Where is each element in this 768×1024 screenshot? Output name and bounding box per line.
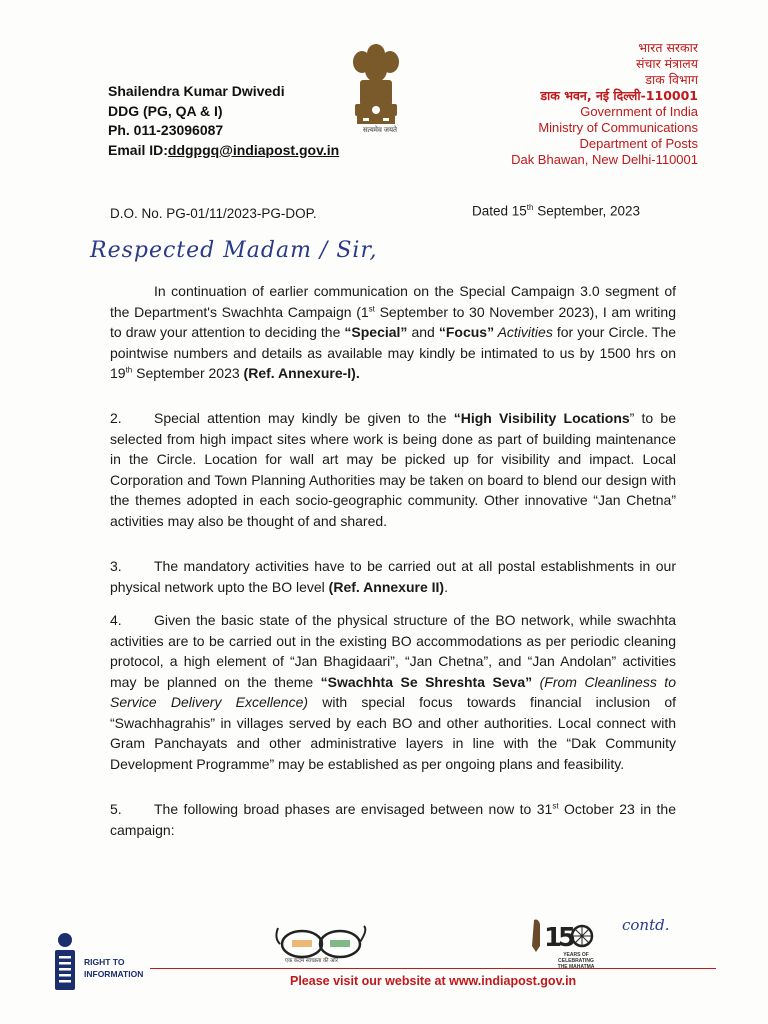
- p4-number: 4.: [110, 612, 122, 628]
- paragraph-4: [110, 610, 676, 774]
- p1-italic-activities: Activities: [494, 324, 553, 340]
- p2-bold-locations: “High Visibility Locations: [453, 410, 630, 426]
- p3-number: 3.: [110, 558, 122, 574]
- email-label: Email ID:: [108, 141, 168, 158]
- p2-text-2: ” to be selected from high impact sites where work is being done as part of building maintenance in the Circle. Location for wall art may be picked up for visibility and impact. Local Corporation and Town Planning Authorities may be taken on board to blend our design with the themes adopted in each socio-geographic community. Other innovative “Jan Chetna” activities may also be thought of and shared.: [110, 410, 676, 529]
- p3-text-1: The mandatory activities have to be carried out at all postal establishments in our physical network upto the BO level: [110, 558, 676, 595]
- p1-text-4: for your Circle. The pointwise numbers and details as available may kindly be intimated to us by 1500 hrs on 19: [110, 324, 677, 381]
- rti-logo-icon: [52, 932, 78, 992]
- organization-block: [511, 40, 698, 168]
- svg-text:5: 5: [558, 923, 577, 953]
- footer-divider: [150, 968, 716, 969]
- handwritten-salutation: Respected Madam / Sir,: [90, 238, 378, 263]
- gandhi-150-logo-icon: [528, 916, 594, 956]
- swachh-caption: एक कदम स्वच्छता की ओर: [285, 958, 338, 964]
- org-english-line3: Department of Posts: [579, 136, 698, 151]
- sender-name: Shailendra Kumar Dwivedi: [108, 83, 285, 99]
- p5-number: 5.: [110, 801, 122, 817]
- rti-line1: RIGHT TO: [84, 957, 125, 967]
- svg-text:1: 1: [544, 923, 563, 953]
- p1-text-2: September to 30 November 2023), I am writing to draw your attention to deciding the: [110, 303, 676, 340]
- email-link[interactable]: ddgpgq@indiapost.gov.in: [167, 141, 340, 158]
- p1-bold-focus: “Focus”: [438, 324, 495, 340]
- date-prefix: Dated 15: [472, 203, 527, 219]
- handwritten-contd: contd.: [622, 916, 670, 934]
- anniversary-line3: THE MAHATMA: [557, 964, 595, 970]
- p5-sup-1: st: [552, 801, 559, 811]
- p1-bold-special: “Special”: [344, 324, 408, 340]
- anniversary-line1: YEARS OF: [563, 952, 589, 958]
- org-english-line2: Ministry of Communications: [538, 120, 698, 135]
- paragraph-1: [110, 281, 676, 384]
- sender-phone: Ph. 011-23096087: [108, 122, 224, 138]
- sender-block: [108, 82, 339, 160]
- sender-email-row: [108, 141, 339, 161]
- p5-text-2: October 23 in the campaign:: [110, 801, 677, 838]
- footer-website-text[interactable]: Please visit our website at www.indiapost.gov.in: [290, 974, 577, 988]
- p1-sup-1: st: [368, 303, 375, 313]
- org-english-line1: Government of India: [580, 104, 698, 119]
- sender-designation: DDG (PG, QA & I): [108, 102, 223, 119]
- p1-bold-annexure: (Ref. Annexure-I).: [243, 365, 360, 381]
- anniversary-line2: CELEBRATING: [558, 958, 594, 964]
- org-hindi-line4: डाक भवन, नई दिल्ली-110001: [540, 88, 698, 103]
- national-emblem-icon: [345, 40, 407, 138]
- p2-number: 2.: [110, 410, 122, 426]
- org-hindi-line1: भारत सरकार: [638, 40, 698, 55]
- p3-bold-annexure: (Ref. Annexure II): [328, 578, 445, 595]
- p1-text-3: and: [407, 324, 439, 340]
- date-sup: th: [526, 203, 534, 212]
- org-hindi-line3: डाक विभाग: [645, 72, 698, 87]
- p1-text-5: September 2023: [132, 365, 244, 381]
- paragraph-3: [110, 556, 676, 597]
- p1-sup-2: th: [125, 365, 133, 375]
- p4-text-1: Given the basic state of the physical structure of the BO network, while swachhta activities are to be carried out in the existing BO accommodations as per periodic cleaning protocol, a high element of “Jan Bhagidaari”, “Jan Chetna”, and “Jan Andolan” activities may be planned on the theme: [110, 612, 676, 690]
- p2-text-1: Special attention may kindly be given to the: [154, 410, 454, 426]
- org-hindi-line2: संचार मंत्रालय: [635, 56, 698, 71]
- paragraph-5: [110, 799, 676, 840]
- p4-text-2: with special focus towards financial inclusion of “Swachhagrahis” in villages served by each BO and other authorities. Local connect with Gram Panchayats and other administrative layers in line with the “Dak Community Development Programme” may be established as per ongoing plans and feasibility.: [110, 694, 676, 772]
- p4-bold-theme: “Swachhta Se Shreshta Seva”: [320, 673, 533, 690]
- letter-date: [472, 203, 640, 219]
- date-suffix: September, 2023: [533, 203, 641, 219]
- emblem-motto: सत्यमेव जयते: [362, 127, 398, 134]
- p1-text-1: In continuation of earlier communication on the Special Campaign 3.0 segment of the Department's Swachhta Campaign (1: [110, 283, 676, 320]
- p5-text-1: The following broad phases are envisaged between now to 31: [154, 801, 553, 817]
- org-english-line4: Dak Bhawan, New Delhi-110001: [511, 152, 698, 167]
- p3-text-2: .: [444, 578, 448, 595]
- do-number: D.O. No. PG-01/11/2023-PG-DOP.: [110, 206, 317, 221]
- p4-italic-translation: (From Cleanliness to Service Delivery Excellence): [110, 673, 676, 710]
- paragraph-2: [110, 408, 676, 531]
- rti-text: [84, 956, 143, 980]
- rti-line2: INFORMATION: [84, 969, 144, 979]
